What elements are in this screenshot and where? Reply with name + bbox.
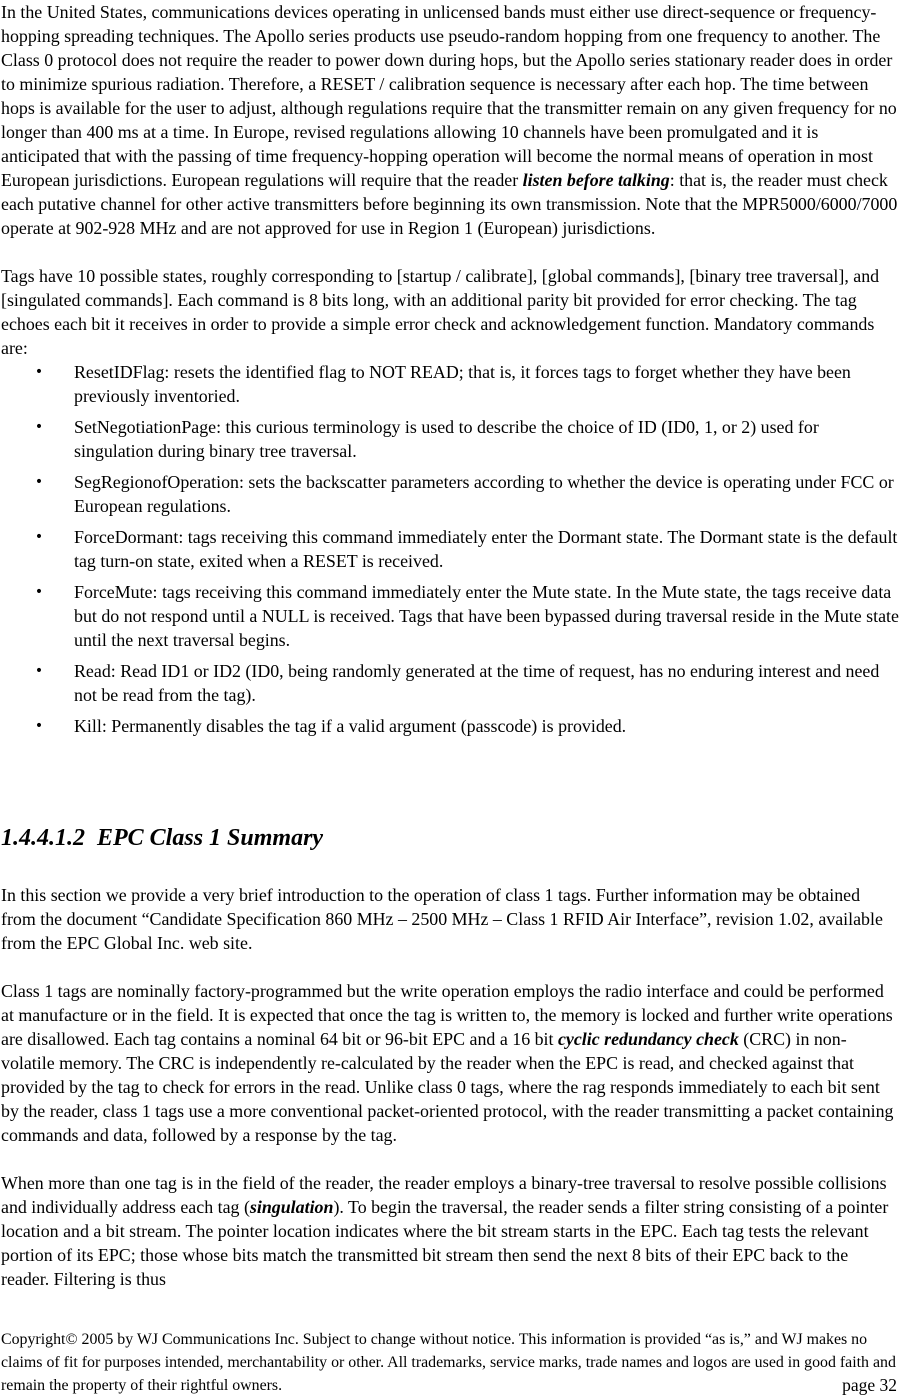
- list-item-text: SegRegionofOperation: sets the backscatter parameters according to whether the device is operating under FCC or European regulations.: [74, 472, 894, 516]
- page-footer: [1, 1328, 898, 1397]
- bullet-icon: •: [34, 663, 44, 679]
- summary-paragraph-2: [1, 979, 899, 1147]
- bullet-icon: •: [34, 584, 44, 600]
- list-item: [1, 470, 899, 518]
- bullet-icon: •: [34, 419, 44, 435]
- class1-summary-body: [0, 883, 899, 1291]
- intro-p1-start: In the United States, communications devices operating in unlicensed bands must either use direct-sequence or frequency-hopping spreading techniques. The Apollo series products use pseudo-random hopping from one frequency to another. The Class 0 protocol does not require the reader to power down during hops, but the Apollo series stationary reader does in order to minimize spurious radiation. Therefore, a RESET / calibration sequence is necessary after each hop. The time between hops is available for the user to adjust, although regulations require that the transmitter remain on any given frequency for no longer than 400 ms at a time. In Europe, revised regulations allowing 10 channels have been promulgated and it is anticipated that with the passing of time frequency-hopping operation will become the normal means of operation in most European jurisdictions. European regulations will require that the reader: [1, 2, 897, 190]
- list-item: [1, 525, 899, 573]
- section-number: 1.4.4.1.2: [1, 825, 85, 851]
- summary-p2-start: Class 1 tags are nominally factory-programmed but the write operation employs the radio interface and could be performed at manufacture or in the field. It is expected that once the tag is written to, the memory is locked and further write operations are disallowed. Each tag contains a nominal 64 bit or 96-bit EPC and a 16 bit: [1, 981, 893, 1049]
- list-item-text: ResetIDFlag: resets the identified flag to NOT READ; that is, it forces tags to forget whether they have been previously inventoried.: [74, 362, 851, 406]
- bullet-icon: •: [34, 529, 44, 545]
- list-item: [1, 415, 899, 463]
- page-number: page 32: [842, 1375, 897, 1395]
- list-item: [1, 714, 899, 738]
- paragraph-gap: [1, 955, 899, 979]
- paragraph-gap: [1, 1147, 899, 1171]
- bullet-icon: •: [34, 364, 44, 380]
- list-item-text: ForceMute: tags receiving this command immediately enter the Mute state. In the Mute state, the tags receive data but do not respond until a NULL is received. Tags that have been bypassed during traversal reside in the Mute state until the next traversal begins.: [74, 582, 899, 650]
- summary-p3-emphasis: singulation: [249, 1197, 334, 1217]
- section-title: EPC Class 1 Summary: [97, 825, 324, 851]
- list-item: [1, 360, 899, 408]
- summary-paragraph-1: In this section we provide a very brief introduction to the operation of class 1 tags. Further information may be obtained from the document “Candidate Specification 860 MHz – 2500 MHz – Class 1 RFID Air Interface”, revision 1.02, available from the EPC Global Inc. web site.: [1, 885, 883, 953]
- summary-paragraph-3: [1, 1171, 899, 1291]
- copyright-notice: Copyright© 2005 by WJ Communications Inc. Subject to change without notice. This information is provided “as is,” and WJ makes no claims of fit for purposes intended, merchantability or other. All trademarks, service marks, trade names and logos are used in good faith and remain the property of their rightful owners.: [1, 1331, 896, 1394]
- summary-p2-emphasis: cyclic redundancy check: [557, 1029, 739, 1049]
- list-item: [1, 659, 899, 707]
- summary-p3-start: When more than one tag is in the field of the reader, the reader employs a binary-tree traversal to resolve possible collisions and individually address each tag (: [1, 1173, 887, 1217]
- summary-p2-end: (CRC) in non-volatile memory. The CRC is independently re-calculated by the reader when the EPC is read, and checked against that provided by the tag to check for errors in the read. Unlike class 0 tags, where the rag responds immediately to each bit sent by the reader, class 1 tags use a more conventional packet-oriented protocol, with the reader transmitting a packet containing commands and data, followed by a response by the tag.: [1, 1029, 894, 1145]
- section-heading: [1, 823, 323, 853]
- paragraph-gap: [1, 240, 899, 264]
- intro-paragraph-1: [1, 0, 899, 240]
- list-item: [1, 580, 899, 652]
- bullet-icon: •: [34, 474, 44, 490]
- list-item-text: SetNegotiationPage: this curious terminology is used to describe the choice of ID (ID0, 1, or 2) used for singulation during binary tree traversal.: [74, 417, 819, 461]
- intro-p1-emphasis: listen before talking: [522, 170, 670, 190]
- intro-p1-end: : that is, the reader must check each putative channel for other active transmitters before beginning its own transmission. Note that the MPR5000/6000/7000 operate at 902-928 MHz and are not approved for use in Region 1 (European) jurisdictions.: [1, 170, 898, 238]
- bullet-icon: •: [34, 718, 44, 734]
- list-item-text: Kill: Permanently disables the tag if a valid argument (passcode) is provided.: [74, 716, 627, 736]
- intro-paragraph-2: Tags have 10 possible states, roughly corresponding to [startup / calibrate], [global commands], [binary tree traversal], and [singulated commands]. Each command is 8 bits long, with an additional parity bit provided for error checking. The tag echoes each bit it receives in order to provide a simple error check and acknowledgement function. Mandatory commands are:: [1, 266, 880, 358]
- mandatory-commands-list: [1, 360, 899, 738]
- summary-p3-end: ). To begin the traversal, the reader sends a filter string consisting of a pointer location and a bit stream. The pointer location indicates where the bit stream starts in the EPC. Each tag tests the relevant portion of its EPC; those whose bits match the transmitted bit stream then send the next 8 bits of their EPC back to the reader. Filtering is thus: [1, 1197, 889, 1289]
- list-item-text: Read: Read ID1 or ID2 (ID0, being randomly generated at the time of request, has no enduring interest and need not be read from the tag).: [74, 661, 880, 705]
- list-item-text: ForceDormant: tags receiving this command immediately enter the Dormant state. The Dormant state is the default tag turn-on state, exited when a RESET is received.: [74, 527, 898, 571]
